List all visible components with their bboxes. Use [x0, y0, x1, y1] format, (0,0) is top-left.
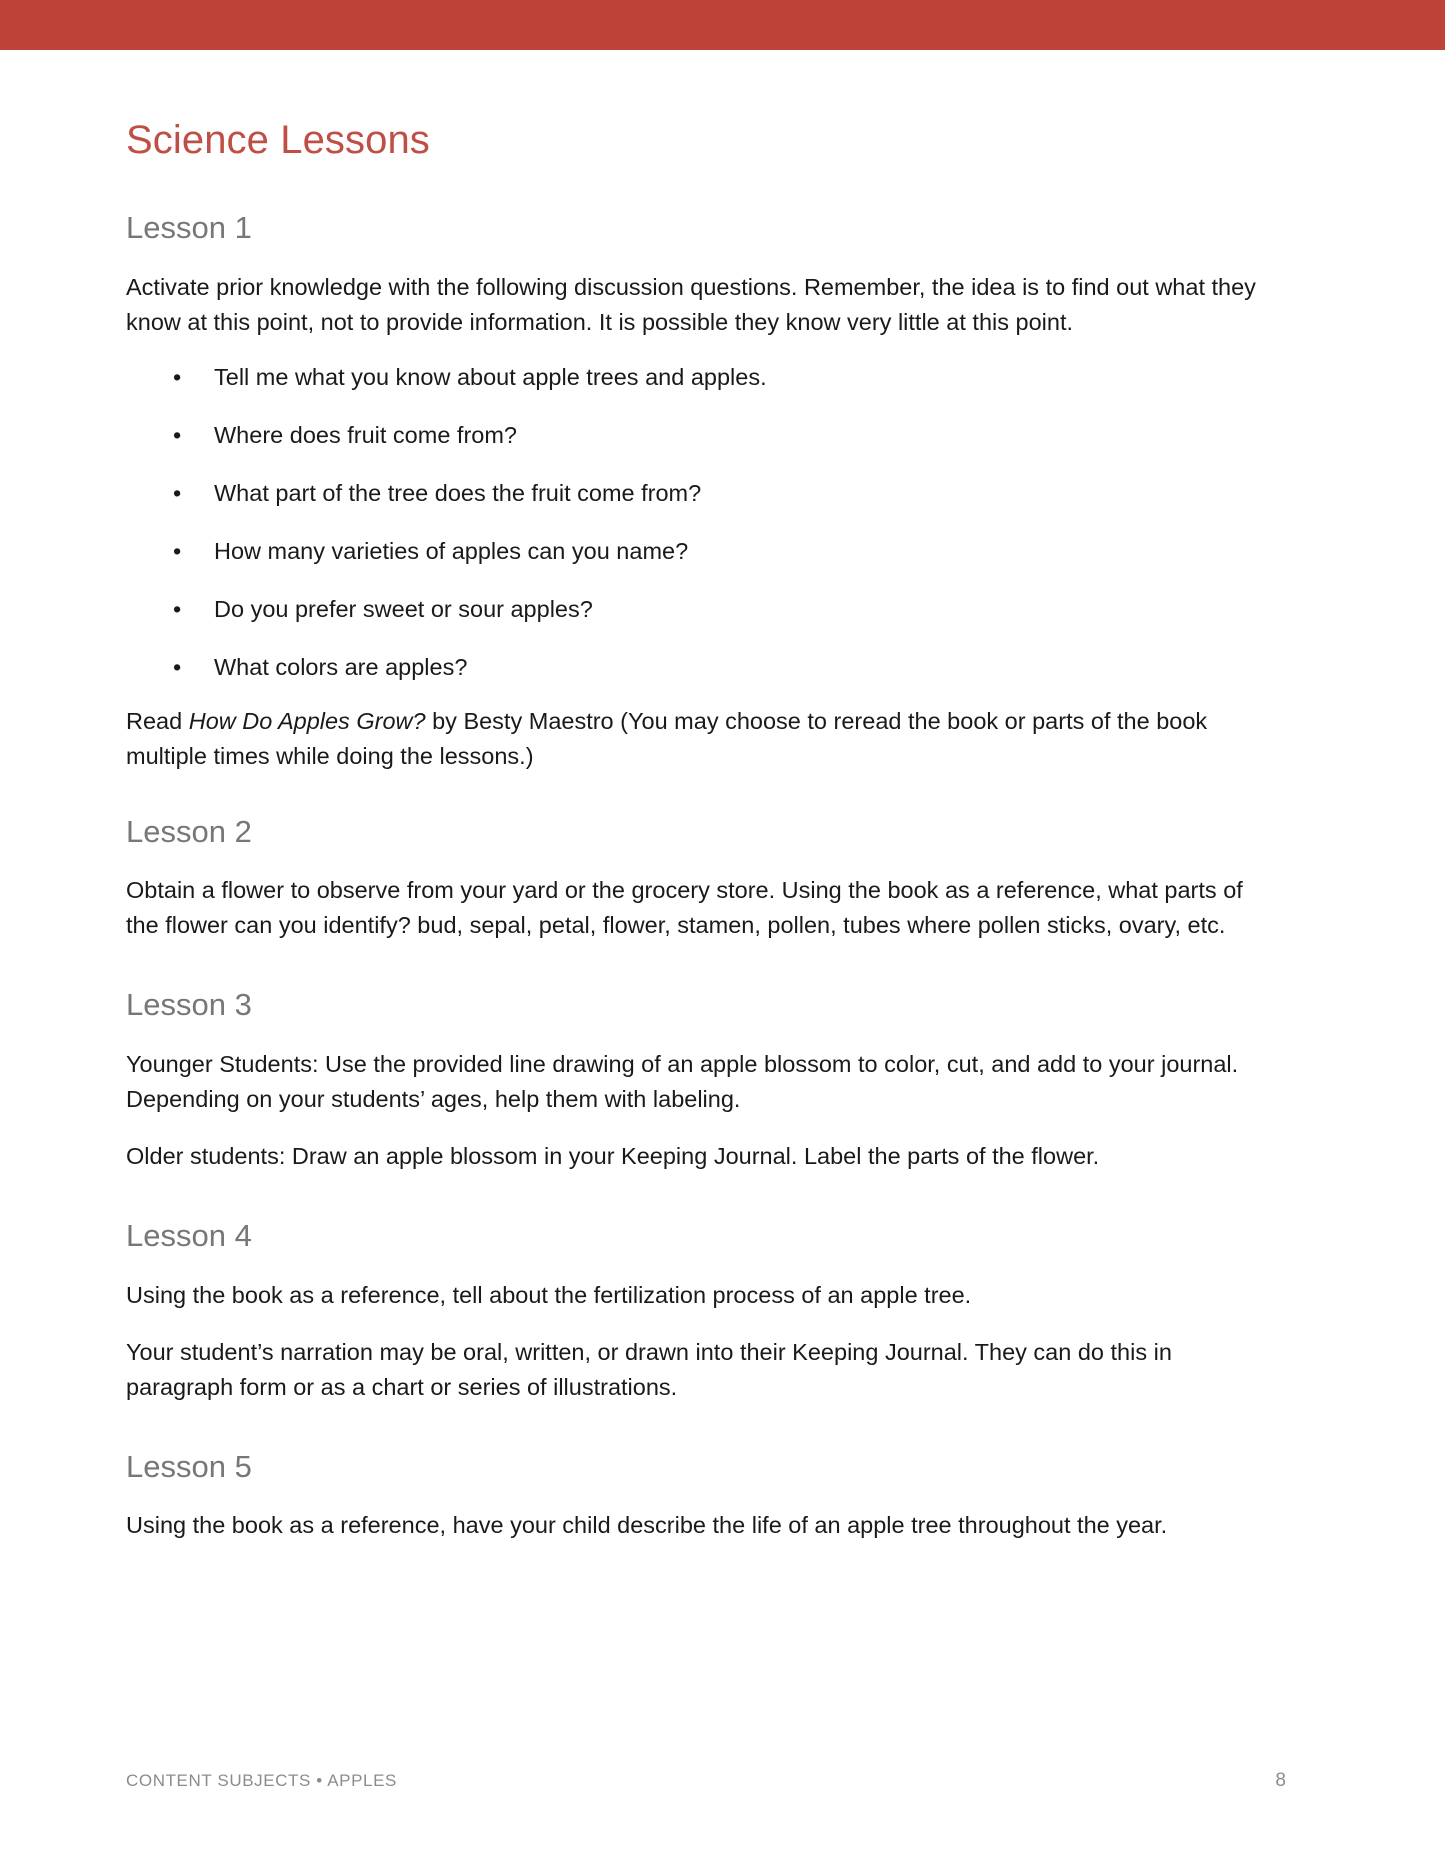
section-lesson-4 [126, 1218, 1286, 1405]
section-lesson-2 [126, 814, 1286, 944]
list-item [126, 420, 1286, 450]
lesson-3-paragraph-1: Younger Students: Use the provided line drawing of an apple blossom to color, cut, and add to your journal. Depending on your students’ ages, help them with labeling. [126, 1050, 1239, 1112]
section-lesson-3 [126, 987, 1286, 1174]
document-content [126, 118, 1286, 1587]
lesson-3-heading: Lesson 3 [126, 987, 252, 1023]
section-lesson-1 [126, 210, 1286, 774]
book-title: How Do Apples Grow? [188, 707, 426, 734]
lesson-4-paragraph-2: Your student’s narration may be oral, written, or drawn into their Keeping Journal. They can do this in paragraph form or as a chart or series of illustrations. [126, 1338, 1172, 1400]
list-item-label: What part of the tree does the fruit come from? [214, 479, 702, 506]
header-accent-bar [0, 0, 1445, 50]
list-item-label: What colors are apples? [214, 653, 468, 680]
lesson-3-paragraph-2: Older students: Draw an apple blossom in your Keeping Journal. Label the parts of the flower. [126, 1142, 1100, 1169]
list-item [126, 594, 1286, 624]
section-lesson-5 [126, 1449, 1286, 1544]
bullet-icon: • [173, 653, 182, 680]
bullet-icon: • [173, 537, 182, 564]
lesson-2-paragraph-1: Obtain a flower to observe from your yard or the grocery store. Using the book as a reference, what parts of the flower can you identify? bud, sepal, petal, flower, stamen, pollen, tubes where pollen sticks, ovary, etc. [126, 877, 1243, 939]
list-item-label: Where does fruit come from? [214, 421, 517, 448]
list-item-label: How many varieties of apples can you name? [214, 537, 689, 564]
bullet-icon: • [173, 421, 182, 448]
list-item [126, 652, 1286, 682]
lesson-1-intro: Activate prior knowledge with the following discussion questions. Remember, the idea is to find out what they know at this point, not to provide information. It is possible they know very little at this point. [126, 273, 1256, 335]
bullet-icon: • [173, 595, 182, 622]
list-item-label: Do you prefer sweet or sour apples? [214, 595, 593, 622]
lesson-4-paragraph-1: Using the book as a reference, tell about the fertilization process of an apple tree. [126, 1281, 972, 1308]
list-item [126, 478, 1286, 508]
reading-prefix: Read [126, 707, 189, 734]
page-title: Science Lessons [126, 118, 430, 162]
list-item [126, 536, 1286, 566]
bullet-icon: • [173, 479, 182, 506]
lesson-1-bullet-list [126, 362, 1286, 682]
lesson-1-reading-assignment [126, 704, 1266, 774]
lesson-2-heading: Lesson 2 [126, 813, 252, 849]
footer-breadcrumb: CONTENT SUBJECTS • APPLES [126, 1771, 397, 1790]
list-item-label: Tell me what you know about apple trees and apples. [214, 363, 767, 390]
lesson-5-paragraph-1: Using the book as a reference, have your child describe the life of an apple tree throughout the year. [126, 1512, 1168, 1539]
lesson-4-heading: Lesson 4 [126, 1217, 252, 1253]
lesson-1-heading: Lesson 1 [126, 210, 252, 245]
bullet-icon: • [173, 363, 182, 390]
footer-page-number: 8 [1275, 1770, 1286, 1791]
page-footer [126, 1770, 1286, 1792]
lesson-5-heading: Lesson 5 [126, 1448, 252, 1484]
reading-suffix: by Besty Maestro (You may choose to reread the book or parts of the book multiple times while doing the lessons.) [126, 707, 1208, 769]
list-item [126, 362, 1286, 392]
